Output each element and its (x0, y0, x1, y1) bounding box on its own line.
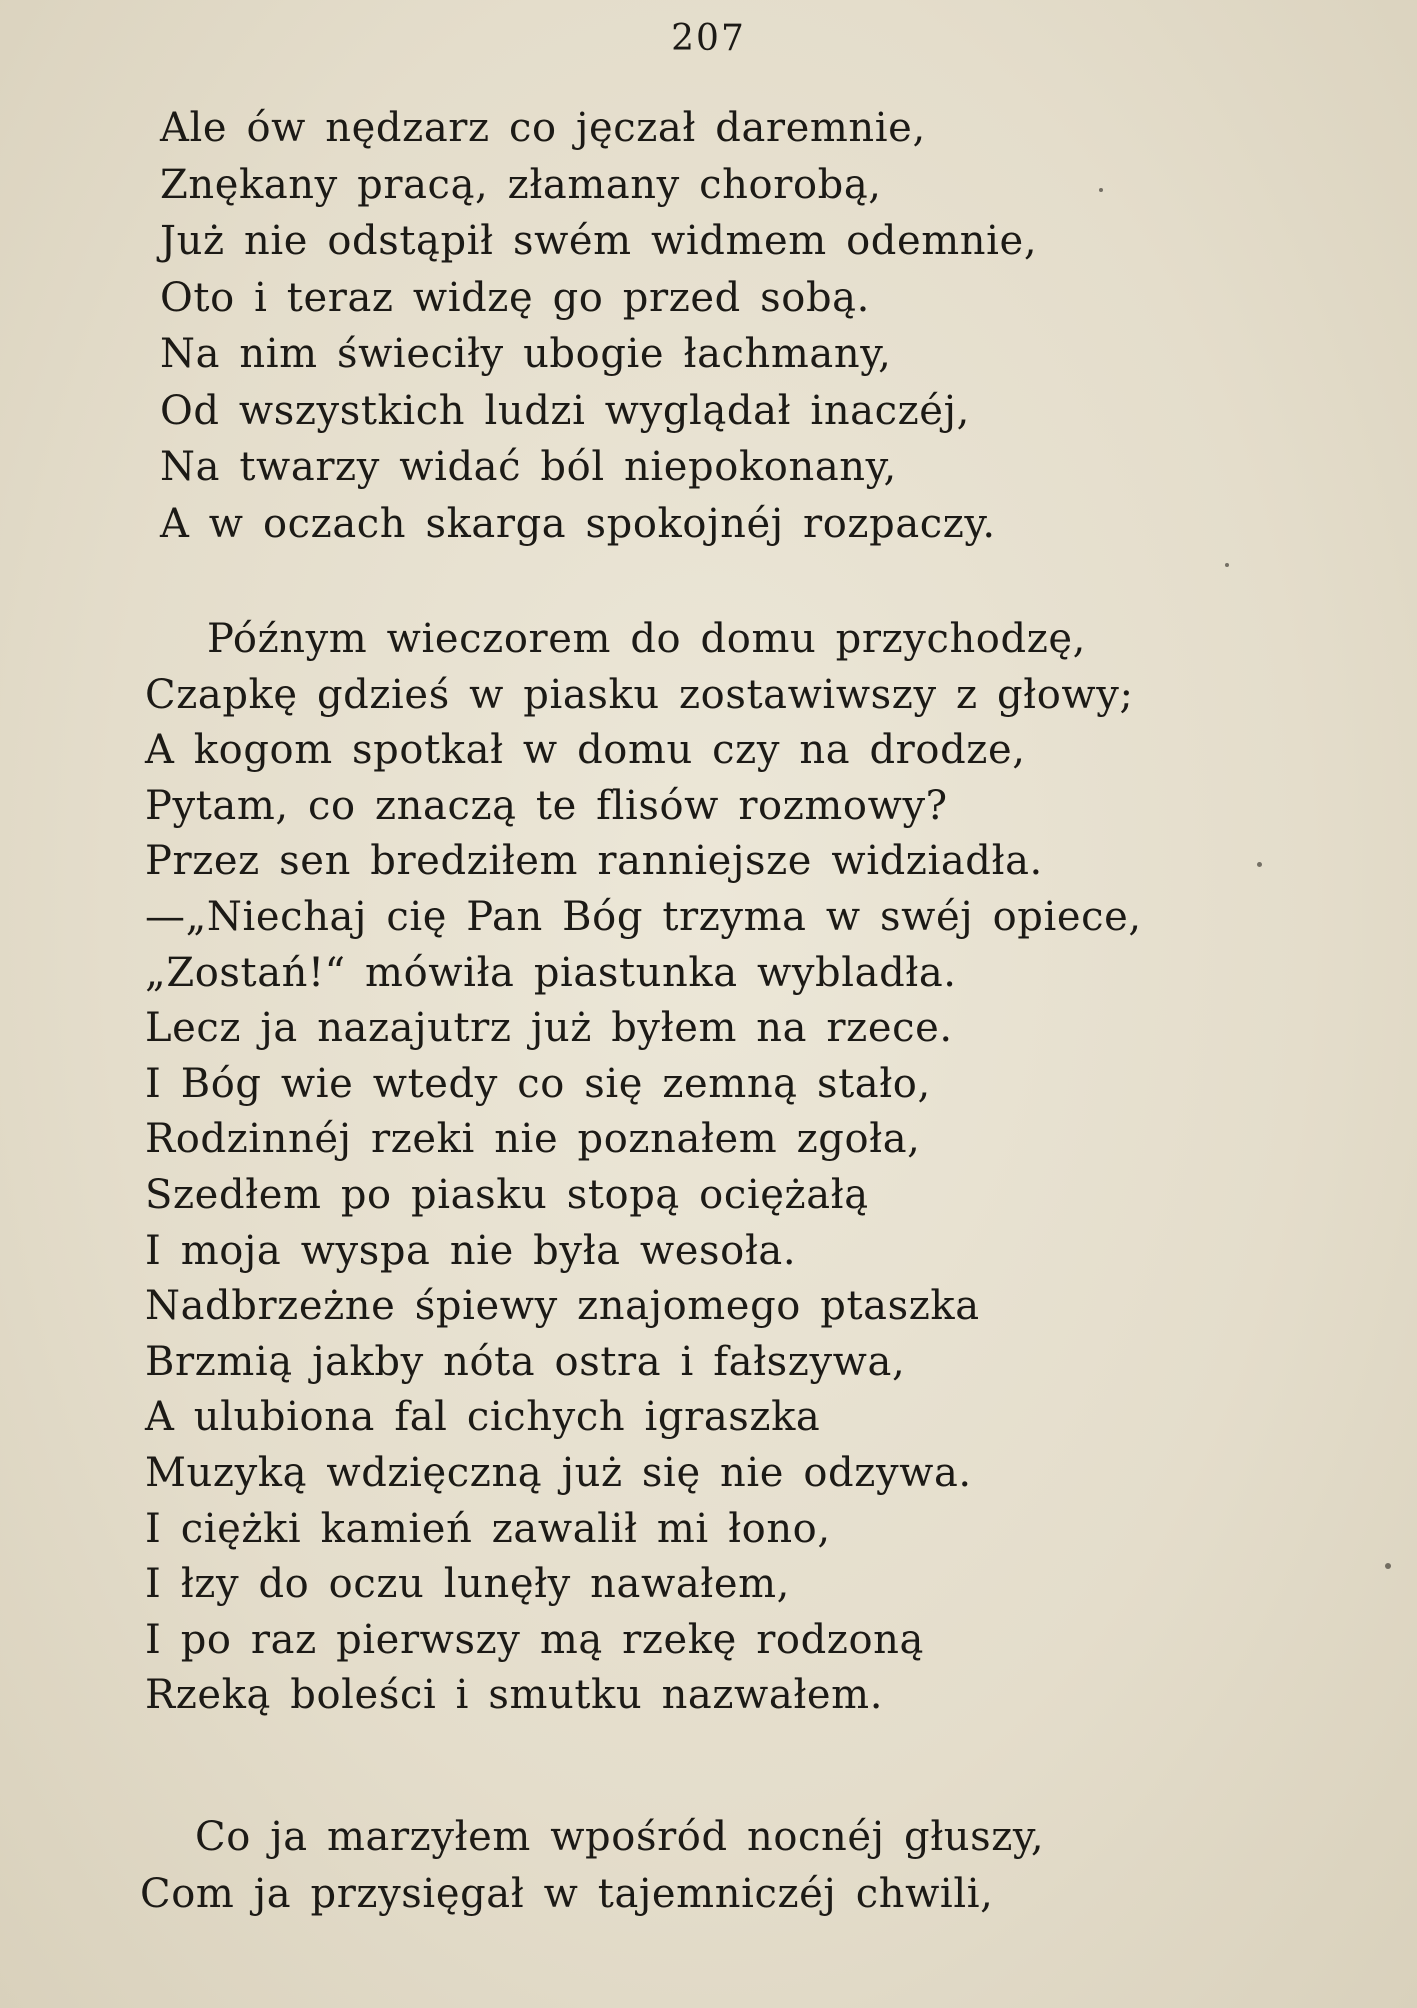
poem-line: Już nie odstąpił swém widmem odemnie, (160, 218, 1038, 264)
poem-line: I moja wyspa nie była wesoła. (145, 1227, 797, 1274)
page-number: 207 (671, 18, 746, 59)
poem-line: Pytam, co znaczą te flisów rozmowy? (145, 782, 948, 829)
poem-line: A kogom spotkał w domu czy na drodze, (145, 727, 1026, 774)
poem-line: Na twarzy widać ból niepokonany, (160, 444, 897, 490)
poem-line: Rodzinnéj rzeki nie poznałem zgoła, (145, 1116, 921, 1163)
poem-line: Co ja marzyłem wpośród nocnéj głuszy, (195, 1814, 1045, 1860)
print-speck (1257, 862, 1262, 867)
stanza-1 (160, 100, 1037, 552)
poem-line: Na nim świeciły ubogie łachmany, (160, 331, 892, 377)
stanza-2 (145, 612, 1142, 1724)
poem-line: Znękany pracą, złamany chorobą, (160, 161, 882, 208)
poem-line: Przez sen bredziłem ranniejsze widziadła. (145, 838, 1043, 885)
poem-line: I Bóg wie wtedy co się zemną stało, (145, 1060, 931, 1107)
print-speck (1385, 1563, 1391, 1569)
poem-line: Szedłem po piasku stopą ociężałą (145, 1171, 869, 1218)
poem-line: Od wszystkich ludzi wyglądał inaczéj, (160, 387, 970, 434)
poem-line: A w oczach skarga spokojnéj rozpaczy. (160, 500, 996, 547)
poem-line: Lecz ja nazajutrz już byłem na rzece. (145, 1005, 953, 1052)
poem-line: I ciężki kamień zawalił mi łono, (145, 1505, 831, 1552)
poem-line: —„Niechaj cię Pan Bóg trzyma w swéj opiece, (145, 893, 1142, 940)
print-speck (1099, 188, 1103, 192)
poem-line: Czapkę gdzieś w piasku zostawiwszy z głowy; (145, 671, 1134, 718)
poem-line: Oto i teraz widzę go przed sobą. (160, 274, 870, 321)
print-speck (1225, 563, 1229, 567)
poem-line: „Zostań!“ mówiła piastunka wybladła. (145, 949, 957, 996)
poem-line: Ale ów nędzarz co jęczał daremnie, (160, 105, 926, 151)
poem-line: Com ja przysięgał w tajemniczéj chwili, (140, 1870, 994, 1917)
poem-line: Rzeką boleści i smutku nazwałem. (145, 1672, 884, 1719)
poem-line: A ulubiona fal cichych igraszka (145, 1394, 821, 1441)
stanza-3 (140, 1809, 1044, 1922)
poem-line: Późnym wieczorem do domu przychodzę, (207, 616, 1086, 662)
poem-line: I po raz pierwszy mą rzekę rodzoną (145, 1616, 924, 1663)
poem-line: Nadbrzeżne śpiewy znajomego ptaszka (145, 1283, 980, 1330)
poem-line: Brzmią jakby nóta ostra i fałszywa, (145, 1338, 906, 1385)
poem-line: Muzyką wdzięczną już się nie odzywa. (145, 1449, 972, 1496)
poem-line: I łzy do oczu lunęły nawałem, (145, 1561, 790, 1608)
